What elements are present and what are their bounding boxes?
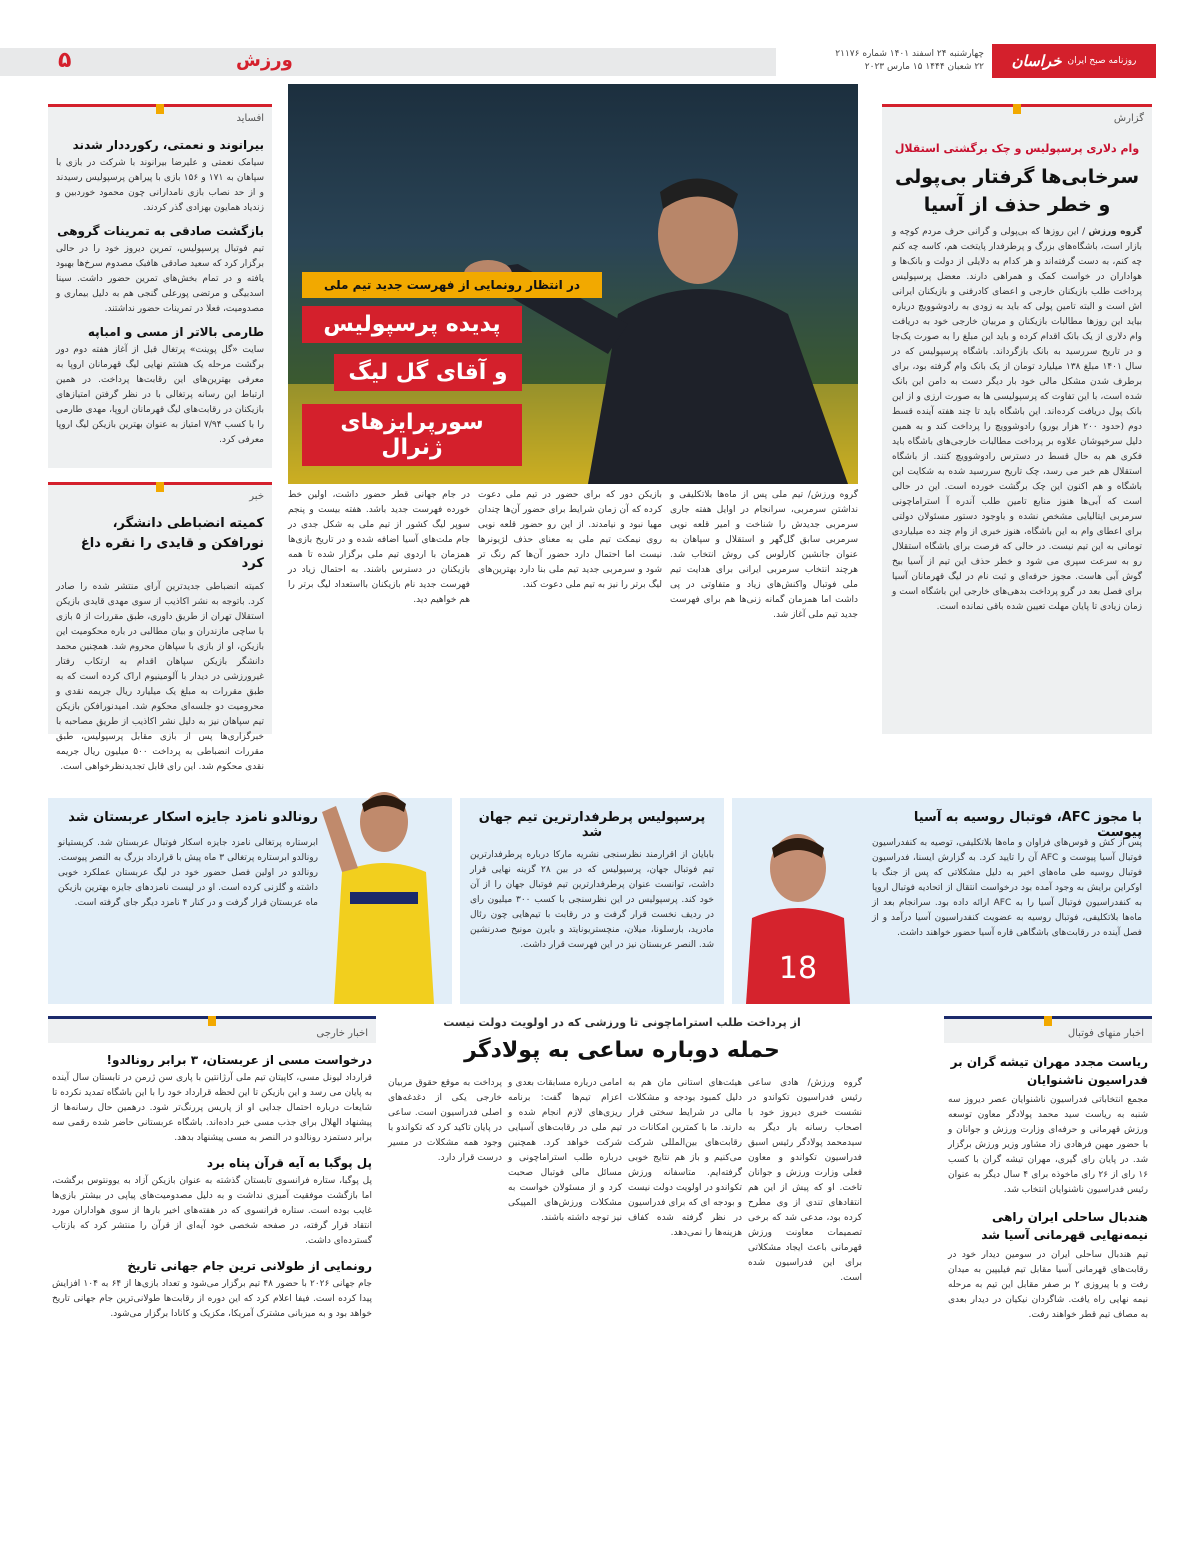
bottom-body-4: پرداخت به موقع حقوق مربیان خارجی یکی از دغدغه‌های اصلی فدراسیون است. ساعی در پایان تاکید کرد که تکواندو با وجود همه مشکلات در مسیر درست قرار دارد. xyxy=(388,1078,502,1163)
football-news-tag-label: اخبار منهای فوتبال xyxy=(1067,1028,1144,1039)
foreign-marker xyxy=(208,1016,216,1026)
bottom-col-1 xyxy=(748,1076,862,1516)
hero-body-col-3 xyxy=(288,488,470,732)
date-line-persian: چهارشنبه ۲۴ اسفند ۱۴۰۱ شماره ۲۱۱۷۶ xyxy=(835,49,984,59)
blue-boxes-row xyxy=(48,798,1152,1006)
hero-body-col-2 xyxy=(478,488,662,732)
brand-logo: خراسان xyxy=(1011,52,1062,70)
date-block xyxy=(784,48,984,74)
bottom-body-3: امامی درباره مسابقات بعدی و اعزام تیم‌ها گفت: برنامه ریزی‌های لازم انجام شده و تیم ملی در رقابت‌های آسیایی شرکت خواهد کرد. همچنین درباره طلب استراماچونی و مسائل مالی فوتبال صحبت کرد و از مسئولان خواست به مشکلات ورزش‌های المپیکی نیز توجه داشته باشند. xyxy=(508,1078,622,1223)
report-kicker: وام دلاری پرسپولیس و چک برگشتی استقلال xyxy=(894,142,1140,155)
russia-player-icon xyxy=(738,818,858,1004)
bottom-body-2: هیئت‌های استانی مان هم به دلیل کمبود بودجه و مشکلات مالی در شرایط سختی قرار دارند. ما با کمترین امکانات در رقابت‌های بین‌المللی شرکت می‌کنیم و باز هم نتایج خوبی گرفته‌ایم. متاسفانه ورزش تکواندو در اولویت دولت نیست و بودجه ای که برای فدراسیون در نظر گرفته شده کفاف هزینه‌ها را نمی‌دهد. xyxy=(628,1078,742,1238)
russia-body: پس از کش و قوس‌های فراوان و ماه‌ها بلاتکلیفی، توصیه به کنفدراسیون فوتبال آسیا پیوست و AFC آن را تایید کرد. به گزارش ایسنا، فدراسیون فوتبال روسیه طی ماه‌های اخیر به دلیل مشکلاتی که پس از جنگ با اوکراین برایش به وجود آمده بود درخواست انتقال از اتحادیه فوتبال اروپا به کنفدراسیون فوتبال آسیا را به AFC ارائه داده بود. سرانجام بعد از ماه‌ها بلاتکلیفی، فوتبال روسیه به عضویت کنفدراسیون آسیا درآمد و از فصل آینده در رقابت‌های باشگاهی قاره آسیا حضور خواهند داشت. xyxy=(872,838,1143,938)
date-line-hijri-gregorian: ۲۲ شعبان ۱۴۴۴ ۱۵ مارس ۲۰۲۳ xyxy=(864,62,984,72)
offside-marker xyxy=(156,104,164,114)
ronaldo-player-icon xyxy=(322,772,446,1004)
offside-title-3: طارمی بالاتر از مسی و امباپه xyxy=(87,325,264,339)
page-number: ۵ xyxy=(58,48,72,73)
offside-title-2: بازگشت صادقی به تمرینات گروهی xyxy=(57,224,264,238)
russia-title: با مجوز AFC، فوتبال روسیه به آسیا پیوست xyxy=(913,810,1142,840)
hero-body-col-1 xyxy=(670,488,858,732)
football-news-title-1: ریاست مجدد مهران تیشه گران بر فدراسیون ناشنوایان xyxy=(950,1055,1148,1087)
brand-block xyxy=(992,44,1156,78)
report-body-text: این روزها که بی‌پولی و گرانی حرف مردم کوچه و بازار است، باشگاه‌های بزرگ و پرطرفدار پایتخت هم، کاسه چه کنم چه کنم، به دست گرفته‌اند و هر کدام به دلایلی از دولت و بانک‌ها و هواداران در خواست کمک و همراهی دارند. معضل پرسپولیس پرداخت طلب بازیکنان خارجی و اعضای کادرفنی و بازیکنان ایرانی اش است و البته تامین پولی که باید به زودی به رادوشوویچ درباره بیاید این روزها مطالبات بازیکنان و مربیان خارجی خود به دریافت وام دلاری از یک بانک اقدام کرده و باید این مبلغ را به صورت یک‌جا و در تاریخ سررسید به بانک بازگرداند. باشگاه پرسپولیس که در سال ۱۴۰۱ مبلغ ۱۳۸ میلیارد تومان از یک بانک وام گرفته بود، برای برطرف شدن مشکل مالی خود بار دیگر دست به دامن این بانک شده است، با این تفاوت که پرسپولیسی ها به صورت ارزی و از این بانک پول دریافت کرده‌اند. این باشگاه باید تا چند هفته آینده قسط دوم (حدود ۲۰۰ هزار یورو) رادوشوویچ را پرداخت کند و به همین دلیل سرخپوشان علاوه بر پرداخت مطالبات خارجی‌های باشگاه باید فکری هم به حال قسط در دسترس رادوشوویچ کنند. از باشگاه استقلال هم خبر می رسد، چک تاریخ سررسید شده به شکایت این باشگاه و هم اکنون این چک برگشت خورده است. این در حالی است که آبی‌ها هنوز منابع تامین طلب آندره آ استراماچونی سرمربی ایتالیایی مشخص نشده و باوجود دستور مسئولان دولتی برای اعطای وام به این باشگاه، هنوز خبری از وام چند ده میلیاردی تومانی به این تیم نیست. در حالی که فرصت برای باشگاه استقلال رو به سرعت سپری می شود و خطر حذف این تیم از آسیا بیخ گوش آبی هاست. مجوز حرفه‌ای و ثبت نام در لیگ قهرمانان آسیا برای فصل بعد در گرو پرداخت بدهی‌های خارجی این باشگاه است و زمان زیادی تا پایان مهلت تعیین شده باقی نمانده است. xyxy=(892,227,1142,612)
hero-body-3: در جام جهانی قطر حضور داشت، اولین خط خورده فهرست جدید باشد. هفته بیست و پنجم سوپر لیگ کشور از تیم ملی به شکل جدی در جام ملت‌های آسیا اضافه شده و در تاریخ بازی‌ها همزمان با اردوی تیم ملی برگزار شده تا همه بازیکنان در دسترس باشند. به احتمال زیاد در فهرست جدید نام بازیکنان بااستعداد لیگ برتر را هم خواهیم دید. xyxy=(288,490,470,605)
report-marker xyxy=(1013,104,1021,114)
offside-title-1: بیرانوند و نعمتی، رکورددار شدند xyxy=(72,138,264,152)
offside-body-3: سایت «گل پوینت» پرتغال قبل از آغاز هفته دوم دور برگشت مرحله یک هشتم نهایی لیگ قهرمانان اروپا به معرفی بهترین‌های این رقابت‌ها پرداخت. در همین ارتباط این رسانه پرتغالی با در نظر گرفتن امتیازهای بازیکنان در رقابت‌های لیگ قهرمانان اروپا، مهدی طارمی را با کسب ۷/۹۴ امتیاز به عنوان بهترین بازیکن لیگ اروپا معرفی کرد. xyxy=(56,345,265,445)
report-tag-label: گزارش xyxy=(1113,113,1144,124)
news-box xyxy=(48,482,272,772)
report-box xyxy=(882,104,1152,734)
news-marker xyxy=(156,482,164,492)
foreign-box xyxy=(48,1016,376,1516)
offside-body-2: تیم فوتبال پرسپولیس، تمرین دیروز خود را در حالی برگزار کرد که سعید صادقی هافبک مصدوم سرخ‌ها بهبود یافته و در تمام بخش‌های تمرین حضور داشت. سینا اسدبیگی و مرتضی پورعلی گنجی هم به دلیل بیماری و مصدومیت، فعلا در تمرینات حضور نداشتند. xyxy=(55,244,264,314)
foreign-body-3: جام جهانی ۲۰۲۶ با حضور ۴۸ تیم برگزار می‌شود و تعداد بازی‌ها از ۶۴ به ۱۰۴ افزایش پیدا کرده است. فیفا اعلام کرد که این دوره از رقابت‌ها طولانی‌ترین جام جهانی تاریخ خواهد بود و به میزبانی مشترک آمریکا، مکزیک و کانادا برگزار می‌شود. xyxy=(52,1279,372,1319)
hero-body-1: گروه ورزش/ تیم ملی پس از ماه‌ها بلاتکلیفی و نداشتن سرمربی، سرانجام در اوایل هفته جاری سرمربی جدیدش را شناخت و امیر قلعه نویی سرمربی سابق گل‌گهر و استقلال و سپاهان به عنوان جانشین کارلوس کی روش انتخاب شد. هرچند انتخاب سرمربی ایرانی برای هدایت تیم ملی فوتبال واکنش‌های زیاد و متفاوتی در پی داشت اما همزمان گمانه زنی‌ها هم برای فهرست جدید تیم ملی آغاز شد. xyxy=(670,490,858,620)
blue-box-ronaldo xyxy=(48,798,452,1004)
bottom-overline: از پرداخت طلب استراماچونی تا ورزشی که در اولویت دولت نیست xyxy=(443,1016,801,1029)
foreign-title-2: پل پوگبا به آیه قرآن پناه برد xyxy=(206,1156,372,1170)
hero-photo xyxy=(288,84,858,484)
foreign-tag-label: اخبار خارجی xyxy=(316,1028,368,1039)
football-news-marker xyxy=(1044,1016,1052,1026)
persepolis-title: پرسپولیس پرطرفدارترین تیم جهان شد xyxy=(478,810,706,840)
masthead xyxy=(0,44,1200,80)
bottom-body-1: گروه ورزش/ هادی ساعی رئیس فدراسیون تکواندو در نشست خبری دیروز خود با اصحاب رسانه بار دیگر به سیدمحمد پولادگر رئیس اسبق فدراسیون تکواندو و معاون فعلی وزارت ورزش و جوانان تاخت. او که پیش از این هم انتقادهای تندی از وی مطرح کرده بود، مدعی شد که برخی تصمیمات معاونت ورزش قهرمانی باعث ایجاد مشکلاتی برای این فدراسیون شده است. xyxy=(748,1078,862,1283)
hero-title-1: پدیده پرسپولیس xyxy=(302,306,522,343)
bottom-col-4 xyxy=(388,1076,502,1516)
football-news-title-2: هندبال ساحلی ایران راهی نیمه‌نهایی قهرمانی آسیا شد xyxy=(981,1210,1148,1242)
news-tag-label: خبر xyxy=(249,491,264,502)
bottom-col-3 xyxy=(508,1076,622,1516)
hero-title-3: سورپرایزهای ژنرال xyxy=(302,404,522,466)
football-news-body-2: تیم هندبال ساحلی ایران در سومین دیدار خود در رقابت‌های قهرمانی آسیا مقابل تیم فیلیپین به میدان رفت و با پیروزی ۲ بر صفر مقابل این تیم به مرحله نیمه نهایی راه یافت. شاگردان نیکیان در دیدار بعدی به مصاف تیم قطر خواهند رفت. xyxy=(948,1250,1148,1320)
hero-title-2: و آقای گل لیگ xyxy=(334,354,522,391)
news-body: کمیته انضباطی جدیدترین آرای منتشر شده را صادر کرد. باتوجه به نشر اکاذیب از سوی مهدی قایدی بازیکن استقلال تهران از طریق داوری، طبق مقررات از ۵ بازی با ساچی مازندران و بیان مطالبی در باره محکومیت این بازیکن، او از بازی با سپاهان محروم شد. همچنین محمد دانشگر بازیکن سپاهان اقدام به ارتکاب رفتار غیرورزشی در دیدار با آلومینیوم اراک کرده است که به طبق مقررات به مبلغ یک میلیارد ریال جریمه نقدی و محرومیت دو جلسه‌ای محکوم شد. امیدنورافکن بازیکن تیم سپاهان نیز به دلیل نشر اکاذیب از طریق مصاحبه با خبرگزاری‌ها پس از بازی مقابل پرسپولیس، طبق مقررات انضباطی به پرداخت ۵۰۰ میلیون ریال جریمه نقدی محکوم شد. این رای قابل تجدیدنظرخواهی است. xyxy=(56,582,264,772)
offside-body-1: سیامک نعمتی و علیرضا بیرانوند با شرکت در بازی با سپاهان به ۱۷۱ و ۱۵۶ بازی با پیراهن پرسپولیس رسیدند و از حد نصاب بازی نامدارانی چون محمود خوردبین و زندیاد همایون بهزادی گذر کردند. xyxy=(56,158,264,213)
ronaldo-title: رونالدو نامزد جایزه اسکار عربستان شد xyxy=(68,810,318,825)
offside-item-2 xyxy=(56,224,264,317)
ronaldo-body: ابرستاره پرتغالی نامزد جایزه اسکار فوتبال عربستان شد. کریستیانو رونالدو ابرستاره پرتغالی ۳ ماه پیش با قرارداد بزرگ به النصر پیوست. رونالدو در اولین فصل حضور خود در لیگ عربستان عملکرد خوبی داشته و گلزنی کرده است. او در لیست نامزدهای جایزه بهترین بازیکن ماه عربستان قرار گرفت و در کنار ۴ نامزد دیگر جای گرفته است. xyxy=(58,838,319,908)
blue-box-persepolis xyxy=(460,798,724,1004)
offside-item-1 xyxy=(56,138,264,216)
foreign-body-1: قرارداد لیونل مسی، کاپیتان تیم ملی آرژانتین با پاری سن ژرمن در تابستان سال آینده به پایان می رسد و این بازیکن تا این لحظه قرارداد خود را با این باشگاه تمدید نکرده تا شایعات درباره احتمال جدایی او از پاریس پررنگ‌تر شود. درهمین حال رسانه‌ها از پیشنهاد الهلال برای جذب مسی خبر داده‌اند. باشگاه عربستانی حاضر شده رقمی سه برابر دستمزد رونالدو در النصر به مسی پیشنهاد بدهد. xyxy=(52,1073,372,1143)
section-title: ورزش xyxy=(236,50,293,71)
brand-subtitle: روزنامه صبح ایران xyxy=(1067,56,1137,66)
masthead-bar xyxy=(0,48,776,76)
blue-box-russia xyxy=(732,798,1152,1004)
offside-item-3 xyxy=(56,325,265,445)
report-title: سرخابی‌ها گرفتار بی‌پولی و خطر حذف از آسیا xyxy=(894,166,1140,216)
football-news-body-1: مجمع انتخاباتی فدراسیون ناشنوایان عصر دیروز سه شنبه به ریاست سید محمد پولادگر معاون توسعه ورزش قهرمانی و حرفه‌ای وزارت ورزش و جوانان و با حضور مهین فرهادی زاد مشاور وزیر ورزش برگزار شد. در پایان رای گیری، مهران تیشه گران با کسب ۱۶ رای از ۲۶ رای ماخوذه برای ۴ سال دیگر به عنوان رئیس فدراسیون ناشنوایان انتخاب شد. xyxy=(948,1095,1148,1195)
foreign-body-2: پل پوگبا، ستاره فرانسوی تابستان گذشته به عنوان بازیکن آزاد به یوونتوس برگشت، اما بازگشت موفقیت آمیزی نداشت و به دلیل مصدومیت‌های پیاپی در بیشتر بازی‌ها غایب بوده است. ستاره فرانسوی که در هفته‌های اخیر بارها از سوی هواداران مورد انتقاد قرار گرفته، در صفحه شخصی خود آیه‌ای از قرآن را منتشر کرد که بازتاب گسترده‌ای داشت. xyxy=(52,1176,372,1246)
report-body: گروه ورزش / این روزها که بی‌پولی و گرانی حرف مردم کوچه و بازار است، باشگاه‌های بزرگ و پرطرفدار پایتخت هم، کاسه چه کنم چه کنم، به دست گرفته‌اند و هر کدام به دلایلی از دولت و بانک‌ها و هواداران در خواست کمک و همراهی دارند. معضل پرسپولیس پرداخت طلب بازیکنان خارجی و اعضای کادرفنی و بازیکنان ایرانی اش است و البته تامین پولی که باید به زودی به رادوشوویچ درباره بیاید این روزها مطالبات بازیکنان و مربیان خارجی خود به دریافت وام دلاری از یک بانک اقدام کرده و باید این مبلغ را به صورت یک‌جا و در تاریخ سررسید به بانک بازگرداند. باشگاه پرسپولیس که در سال ۱۴۰۱ مبلغ ۱۳۸ میلیارد تومان از یک بانک وام گرفته بود، برای برطرف شدن مشکل مالی خود بار دیگر دست به دامن این بانک شده است، با این تفاوت که پرسپولیسی ها به صورت ارزی و از این بانک پول دریافت کرده‌اند. این باشگاه باید تا چند هفته آینده قسط دوم (حدود ۲۰۰ هزار یورو) رادوشوویچ را پرداخت کند و به همین دلیل سرخپوشان علاوه بر پرداخت مطالبات خارجی‌های باشگاه باید فکری هم به حال قسط در دسترس رادوشوویچ کنند. از باشگاه استقلال هم خبر می رسد، چک تاریخ سررسید شده به شکایت این باشگاه و هم اکنون این چک برگشت خورده است. این در حالی است که آبی‌ها هنوز منابع تامین طلب آندره آ استراماچونی سرمربی ایتالیایی مشخص نشده و باوجود دستور مسئولان دولتی برای اعطای وام به این باشگاه، هنوز خبری از وام چند ده میلیاردی تومانی به این تیم نیست. در حالی که فرصت برای باشگاه استقلال رو به سرعت سپری می شود و خطر حذف این تیم از آسیا بیخ گوش آبی هاست. مجوز حرفه‌ای و ثبت نام در لیگ قهرمانان آسیا برای فصل بعد در گرو پرداخت بدهی‌های خارجی این باشگاه است و زمان زیادی تا پایان مهلت تعیین شده باقی نمانده است. xyxy=(892,227,1142,612)
hero-body-2: بازیکن دور که برای حضور در تیم ملی دعوت کرده که آن زمان شرایط برای حضور آن‌ها چندان مهیا نبود و نیامدند. از این رو حضور قلعه نویی روی نیمکت تیم ملی به معنای حذف لژیونرها نیست اما احتمال دارد حضور آن‌ها کم رنگ تر شود و سرمربی جدید تیم ملی بنا دارد بهترین‌های لیگ برتر را نیز به تیم ملی دعوت کند. xyxy=(478,490,662,590)
hero-overline: در انتظار رونمایی از فهرست جدید تیم ملی xyxy=(302,272,602,298)
svg-text:18: 18 xyxy=(778,951,818,986)
bottom-title: حمله دوباره ساعی به پولادگر xyxy=(464,1038,780,1063)
persepolis-body: بابایان از اقرارمند نظرسنجی نشریه مارکا درباره پرطرفدارترین تیم فوتبال جهان، پرسپولیس که در بین ۲۸ گزینه نهایی قرار داشت، توانست عنوان پرطرفدارترین تیم فوتبال جهان را از آن خود کند. پرسپولیس در این نظرسنجی با کسب ۳۰۰ میلیون رای در ردیف نخست قرار گرفت و در رقابت با تیم‌هایی چون رئال مادرید، بارسلونا، میلان، منچستریونایتد و بایرن مونیخ صدرنشین شد. النصر عربستان نیز در این فهرست قرار داشت. xyxy=(470,850,714,950)
news-title: کمیته انضباطی دانشگر، نورافکن و قایدی را نقره داغ کرد xyxy=(80,516,264,571)
foreign-title-3: رونمایی از طولانی ترین جام جهانی تاریخ xyxy=(127,1259,372,1273)
bottom-col-2 xyxy=(628,1076,742,1516)
offside-box xyxy=(48,104,272,468)
offside-tag-label: افساید xyxy=(236,113,264,124)
report-lead: گروه ورزش xyxy=(1088,227,1142,237)
foreign-title-1: درخواست مسی از عربستان، ۳ برابر رونالدو! xyxy=(106,1053,372,1067)
football-news-box xyxy=(944,1016,1152,1516)
